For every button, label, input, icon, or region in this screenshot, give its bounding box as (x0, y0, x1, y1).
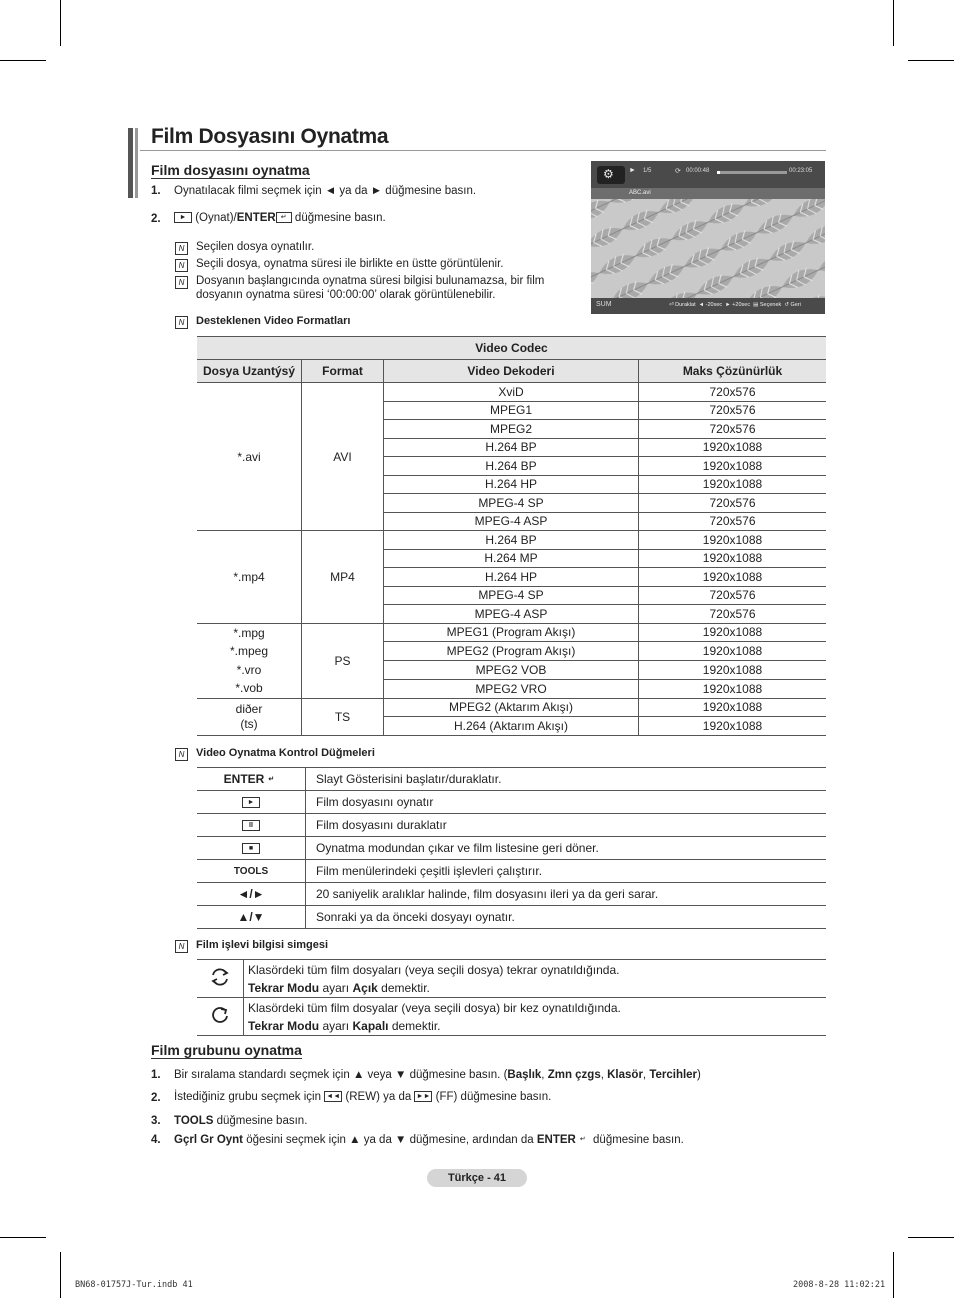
note-icon: N (175, 259, 188, 272)
format-cell: TS (302, 698, 384, 735)
crop-mark (0, 1237, 46, 1238)
resolution-cell: 1920x1088 (639, 457, 827, 476)
decoder-cell: MPEG2 (Aktarım Akışı) (384, 698, 639, 717)
decoder-cell: MPEG2 (Program Akışı) (384, 642, 639, 661)
resolution-cell: 720x576 (639, 512, 827, 531)
section-heading: Film dosyasını oynatma (151, 162, 310, 178)
extension-cell: *.mp4 (197, 531, 302, 624)
print-date-info: 2008-8-28 11:02:21 (793, 1280, 886, 1290)
screen-button-bar: ⏎ Duraklat ◄ -20sec ► +20sec ▤ Seçenek ↺ Geri (669, 302, 801, 308)
note-icon: N (175, 940, 188, 953)
fast-forward-button-icon: ►► (414, 1091, 432, 1102)
decoder-cell: MPEG2 (384, 420, 639, 439)
note-icon: N (175, 748, 188, 761)
section-heading: Film grubunu oynatma (151, 1042, 302, 1058)
leaf-background (591, 161, 825, 314)
play-status-icon: ► (629, 167, 636, 174)
step-number: 1. (151, 185, 161, 197)
step-text: Oynatılacak filmi seçmek için ◄ ya da ► düğmesine basın. (174, 185, 477, 197)
play-button-icon: ► (174, 212, 192, 223)
decoder-cell: H.264 HP (384, 568, 639, 587)
step-number: 1. (151, 1069, 161, 1081)
format-cell: AVI (302, 383, 384, 531)
note-text: Dosyanın başlangıcında oynatma süresi bilgisi bulunamazsa, bir film (196, 275, 545, 287)
control-desc: Slayt Gösterisini başlatır/duraklatır. (306, 768, 827, 791)
step-text: Gçrl Gr Oynt öğesini seçmek için ▲ ya da ▼ düğmesine, ardından da ENTER ↵ düğmesine basın. (174, 1134, 684, 1146)
repeat-icon: ⟳ (675, 168, 681, 175)
enter-icon: ↵ (276, 212, 292, 223)
step-number: 3. (151, 1115, 161, 1127)
pause-button-icon: ⏎ (669, 302, 676, 308)
control-key: ▲/▼ (197, 906, 306, 929)
repeat-all-icon (197, 960, 244, 998)
enter-icon: ↵ (579, 1136, 586, 1144)
format-cell: PS (302, 623, 384, 698)
stop-button-icon: ■ (242, 843, 260, 854)
decoder-cell: XviD (384, 383, 639, 402)
resolution-cell: 720x576 (639, 586, 827, 605)
decoder-cell: MPEG-4 ASP (384, 512, 639, 531)
decoder-cell: H.264 (Aktarım Akışı) (384, 717, 639, 736)
control-desc: 20 saniyelik aralıklar halinde, film dosyasını ileri ya da geri sarar. (306, 883, 827, 906)
note-heading: Desteklenen Video Formatları (196, 315, 351, 327)
resolution-cell: 720x576 (639, 605, 827, 624)
icon-description: Klasördeki tüm film dosyaları (veya seçili dosya) tekrar oynatıldığında. Tekrar Modu ayarı Açık demektir. (244, 960, 827, 998)
table-row (197, 837, 826, 860)
extension-cell: *.avi (197, 383, 302, 531)
extension-cell: diðer (ts) (197, 698, 302, 735)
page-title: Film Dosyasını Oynatma (151, 125, 389, 148)
resolution-cell: 1920x1088 (639, 642, 827, 661)
column-header: Format (302, 360, 384, 383)
table-row (197, 768, 826, 791)
control-key: ENTER ↵ (197, 768, 306, 791)
total-time: 00:23:05 (789, 168, 813, 174)
decoder-cell: H.264 HP (384, 475, 639, 494)
control-key (197, 814, 306, 837)
pause-button-icon: II (242, 820, 260, 831)
table-row (197, 531, 826, 550)
resolution-cell: 1920x1088 (639, 717, 827, 736)
decoder-cell: MPEG2 VOB (384, 661, 639, 680)
table-row (197, 623, 826, 642)
crop-mark (893, 0, 894, 46)
decoder-cell: MPEG-4 SP (384, 494, 639, 513)
table-row (197, 383, 826, 402)
resolution-cell: 1920x1088 (639, 475, 827, 494)
function-icon-table (197, 959, 826, 1036)
movie-icon: ⚙ (603, 167, 614, 181)
device-name: SUM (596, 301, 612, 308)
step-text: TOOLS düğmesine basın. (174, 1115, 308, 1127)
note-heading: Video Oynatma Kontrol Düğmeleri (196, 747, 375, 759)
table-row (197, 998, 826, 1036)
control-desc: Sonraki ya da önceki dosyayı oynatır. (306, 906, 827, 929)
page-number-badge: Türkçe - 41 (427, 1169, 527, 1187)
decoder-cell: H.264 BP (384, 531, 639, 550)
column-header: Video Dekoderi (384, 360, 639, 383)
step-text: Bir sıralama standardı seçmek için ▲ veya ▼ düğmesine basın. (Başlık, Zmn çzgs, Klasör, Tercihler) (174, 1069, 701, 1081)
format-cell: MP4 (302, 531, 384, 624)
table-row (197, 860, 826, 883)
control-desc: Oynatma modundan çıkar ve film listesine geri döner. (306, 837, 827, 860)
resolution-cell: 1920x1088 (639, 679, 827, 698)
resolution-cell: 1920x1088 (639, 568, 827, 587)
table-row (197, 698, 826, 717)
decoder-cell: MPEG1 (Program Akışı) (384, 623, 639, 642)
note-text: Seçili dosya, oynatma süresi ile birlikte en üstte görüntülenir. (196, 258, 504, 270)
decoder-cell: MPEG-4 ASP (384, 605, 639, 624)
play-button-icon: ► (242, 797, 260, 808)
resolution-cell: 720x576 (639, 420, 827, 439)
crop-mark (908, 60, 954, 61)
resolution-cell: 720x576 (639, 401, 827, 420)
repeat-once-icon (197, 998, 244, 1036)
crop-mark (908, 1237, 954, 1238)
table-row (197, 906, 826, 929)
crop-mark (893, 1252, 894, 1298)
step-number: 2. (151, 213, 161, 225)
control-key (197, 791, 306, 814)
enter-icon: ↵ (268, 776, 275, 784)
track-counter: 1/5 (643, 168, 652, 174)
decoder-cell: MPEG-4 SP (384, 586, 639, 605)
resolution-cell: 1920x1088 (639, 549, 827, 568)
note-icon: N (175, 316, 188, 329)
column-header: Maks Çözünürlük (639, 360, 827, 383)
step-text: ► (Oynat)/ENTER ↵ düğmesine basın. (174, 212, 386, 224)
table-row (197, 960, 826, 998)
print-file-info: BN68-01757J-Tur.indb 41 (75, 1280, 193, 1290)
control-key: ◄/► (197, 883, 306, 906)
note-icon: N (175, 276, 188, 289)
decoder-cell: H.264 BP (384, 457, 639, 476)
tv-screenshot (591, 161, 825, 314)
table-row (197, 791, 826, 814)
file-name: ABC.avi (629, 190, 651, 196)
crop-mark (0, 60, 46, 61)
title-bar-decoration (128, 128, 133, 198)
crop-mark (60, 0, 61, 46)
resolution-cell: 1920x1088 (639, 623, 827, 642)
control-desc: Film menülerindeki çeşitli işlevleri çalıştırır. (306, 860, 827, 883)
title-bar-decoration (135, 128, 138, 198)
decoder-cell: H.264 BP (384, 438, 639, 457)
step-number: 4. (151, 1134, 161, 1146)
rewind-button-icon: ◄◄ (324, 1091, 342, 1102)
video-format-table (197, 336, 826, 736)
step-number: 2. (151, 1092, 161, 1104)
control-desc: Film dosyasını duraklatır (306, 814, 827, 837)
column-header: Dosya Uzantýsý (197, 360, 302, 383)
resolution-cell: 1920x1088 (639, 531, 827, 550)
table-row (197, 814, 826, 837)
resolution-cell: 1920x1088 (639, 438, 827, 457)
decoder-cell: H.264 MP (384, 549, 639, 568)
table-header: Video Codec (197, 337, 826, 360)
control-button-table (197, 767, 826, 929)
resolution-cell: 1920x1088 (639, 698, 827, 717)
note-heading: Film işlevi bilgisi simgesi (196, 939, 329, 951)
control-key: TOOLS (197, 860, 306, 883)
title-divider (140, 150, 826, 151)
step-text: İstediğiniz grubu seçmek için ◄◄ (REW) ya da ►► (FF) düğmesine basın. (174, 1091, 552, 1103)
decoder-cell: MPEG1 (384, 401, 639, 420)
table-header-row (197, 360, 826, 383)
control-key (197, 837, 306, 860)
resolution-cell: 720x576 (639, 383, 827, 402)
note-text: dosyanın oynatma süresi ‘00:00:00’ olarak görüntülenebilir. (196, 289, 496, 301)
table-header-row (197, 337, 826, 360)
control-desc: Film dosyasını oynatır (306, 791, 827, 814)
table-row (197, 883, 826, 906)
note-text: Seçilen dosya oynatılır. (196, 241, 315, 253)
crop-mark (60, 1252, 61, 1298)
note-icon: N (175, 242, 188, 255)
decoder-cell: MPEG2 VRO (384, 679, 639, 698)
resolution-cell: 1920x1088 (639, 661, 827, 680)
icon-description: Klasördeki tüm film dosyalar (veya seçili dosya) bir kez oynatıldığında. Tekrar Modu ayarı Kapalı demektir. (244, 998, 827, 1036)
current-time: 00:00:48 (686, 168, 710, 174)
extension-cell: *.mpg *.mpeg *.vro *.vob (197, 623, 302, 698)
resolution-cell: 720x576 (639, 494, 827, 513)
